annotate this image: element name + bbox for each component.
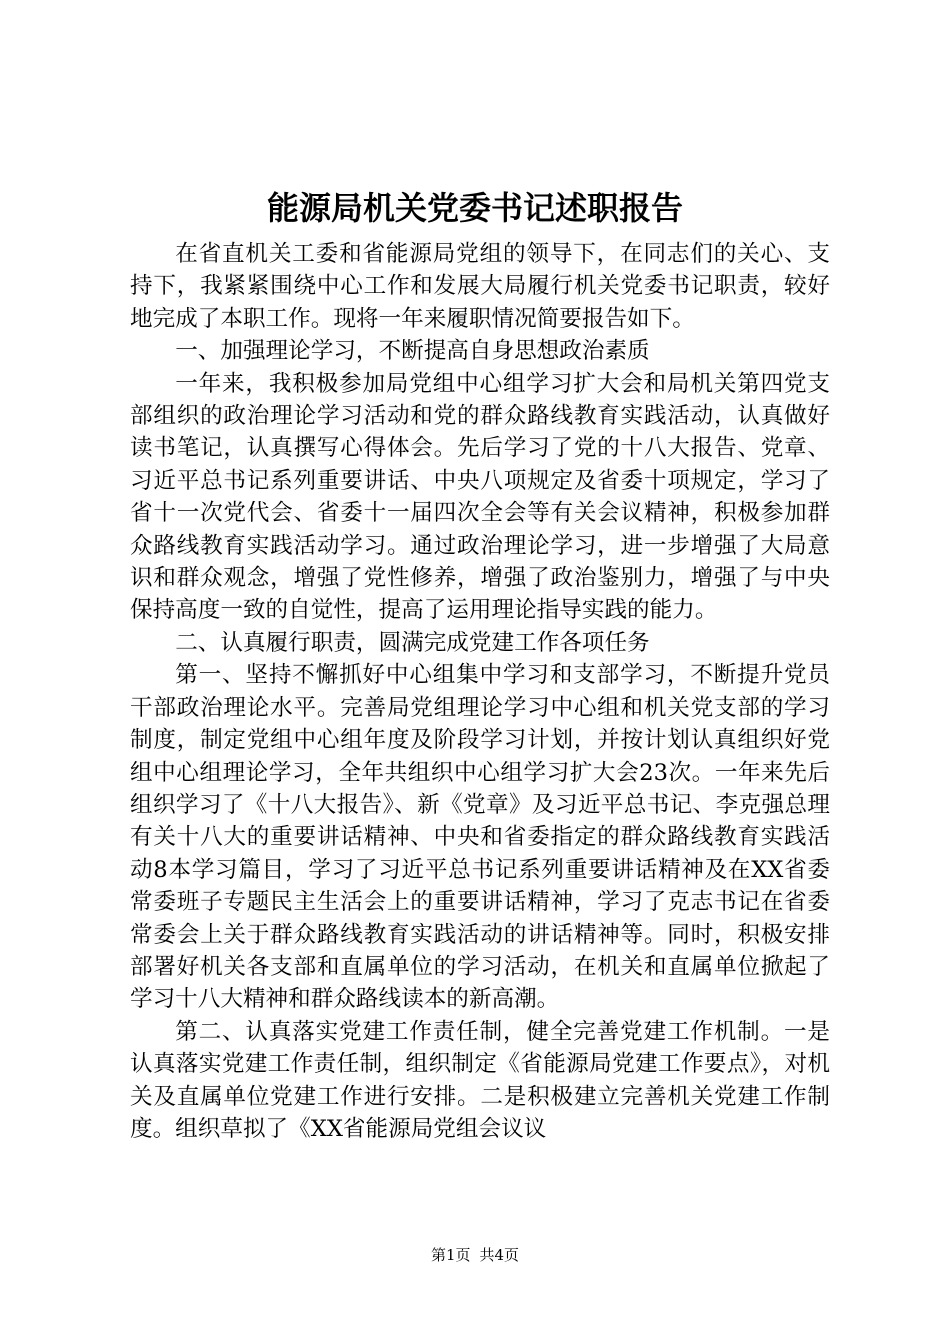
- document-body: [130, 238, 830, 1145]
- body-paragraph: 第二、认真落实党建工作责任制，健全完善党建工作机制。一是认真落实党建工作责任制，组织制定《省能源局党建工作要点》，对机关及直属单位党建工作进行安排。二是积极建立完善机关党建工作制度。组织草拟了《XX省能源局党组会议议: [130, 1018, 830, 1142]
- section-heading-2: 二、认真履行职责，圆满完成党建工作各项任务: [175, 629, 650, 656]
- document-title: 能源局机关党委书记述职报告: [266, 189, 683, 227]
- page-footer: [0, 1244, 950, 1266]
- section-heading-1: 一、加强理论学习，不断提高自身思想政治素质: [175, 338, 650, 365]
- body-paragraph: 第一、坚持不懈抓好中心组集中学习和支部学习，不断提升党员干部政治理论水平。完善局党组理论学习中心组和机关党支部的学习制度，制定党组中心组年度及阶段学习计划，并按计划认真组织好党组中心组理论学习，全年共组织中心组学习扩大会23次。一年来先后组织学习了《十八大报告》、新《党章》及习近平总书记、李克强总理有关十八大的重要讲话精神、中央和省委指定的群众路线教育实践活动8本学习篇目，学习了习近平总书记系列重要讲话精神及在XX省委常委班子专题民主生活会上的重要讲话精神，学习了克志书记在省委常委会上关于群众路线教育实践活动的讲话精神等。同时，积极安排部署好机关各支部和直属单位的学习活动，在机关和直属单位掀起了学习十八大精神和群众路线读本的新高潮。: [130, 662, 830, 1013]
- intro-paragraph: 在省直机关工委和省能源局党组的领导下，在同志们的关心、支持下，我紧紧围绕中心工作和发展大局履行机关党委书记职责，较好地完成了本职工作。现将一年来履职情况简要报告如下。: [130, 241, 830, 332]
- body-paragraph: 一年来，我积极参加局党组中心组学习扩大会和局机关第四党支部组织的政治理论学习活动和党的群众路线教育实践活动，认真做好读书笔记，认真撰写心得体会。先后学习了党的十八大报告、党章、习近平总书记系列重要讲话、中央八项规定及省委十项规定，学习了省十一次党代会、省委十一届四次全会等有关会议精神，积极参加群众路线教育实践活动学习。通过政治理论学习，进一步增强了大局意识和群众观念，增强了党性修养，增强了政治鉴别力，增强了与中央保持高度一致的自觉性，提高了运用理论指导实践的能力。: [130, 370, 830, 624]
- page-total: 共4页: [479, 1246, 520, 1264]
- page-number: 第1页: [430, 1246, 471, 1264]
